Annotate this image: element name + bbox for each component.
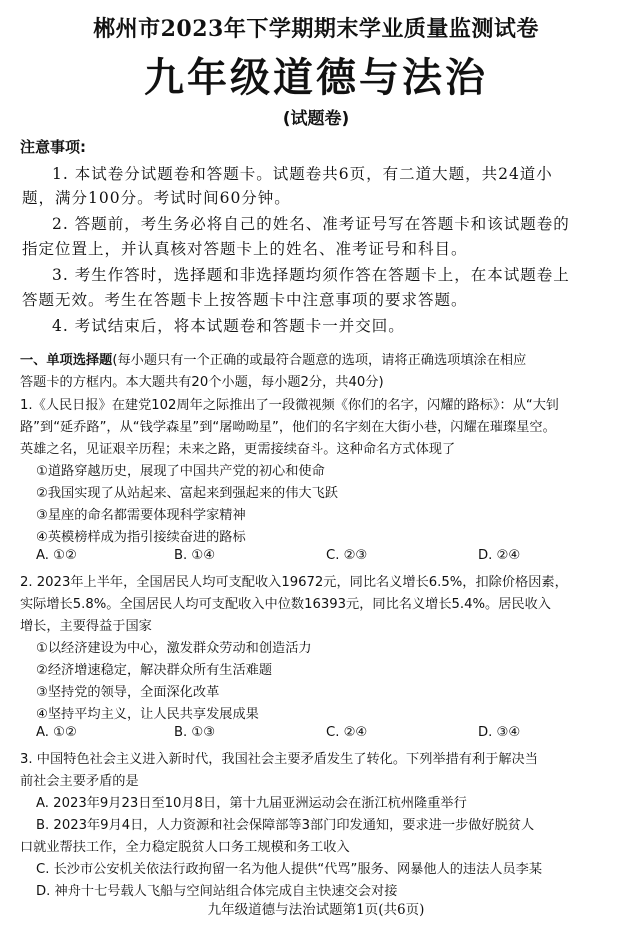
q2-stem: 2. 2023年上半年，全国居民人均可支配收入19672元，同比名义增长6.5%，扣除价格因素， [20, 575, 568, 590]
q1-option-a: A. ①② [36, 548, 77, 563]
q2-option-b: B. ①③ [174, 725, 216, 740]
q1-item: ③星座的命名都需要体现科学家精神 [36, 508, 246, 523]
paper-label: (试题卷) [282, 109, 350, 129]
notice-line: 题，满分100分。考试时间60分钟。 [22, 189, 291, 207]
q2-item: ④坚持平均主义，让人民共享发展成果 [36, 707, 259, 722]
notice-line: 2. 答题前，考生务必将自己的姓名、准考证号写在答题卡和该试题卷的 [52, 215, 570, 233]
section-desc: (每小题只有一个正确的或最符合题意的选项，请将正确选项填涂在相应 [112, 353, 527, 368]
q1-item: ④英模榜样成为指引接续奋进的路标 [36, 530, 246, 545]
page-footer: 九年级道德与法治试题第1页(共6页) [207, 902, 425, 918]
q3-stem: 3. 中国特色社会主义进入新时代，我国社会主要矛盾发生了转化。下列举措有利于解决当 [20, 752, 538, 767]
q1-stem: 路”到“延乔路”，从“钱学森星”到“屠呦呦星”，他们的名字刻在大街小巷，闪耀在璀璨星空。 [20, 420, 556, 435]
q1-item: ②我国实现了从站起来、富起来到强起来的伟大飞跃 [36, 486, 338, 501]
q3-choice-b-cont: 口就业帮扶工作，全力稳定脱贫人口务工规模和务工收入 [20, 840, 350, 855]
q2-stem: 实际增长5.8%。全国居民人均可支配收入中位数16393元，同比名义增长5.4%。居民收入 [20, 597, 551, 612]
notice-line: 指定位置上，并认真核对答题卡上的姓名、准考证号和科目。 [22, 240, 468, 258]
subject-title: 九年级道德与法治 [144, 55, 488, 101]
q3-choice-a: A. 2023年9月23日至10月8日，第十九届亚洲运动会在浙江杭州隆重举行 [36, 796, 467, 811]
q1-stem: 1.《人民日报》在建党102周年之际推出了一段微视频《你们的名字，闪耀的路标》：从“大钊 [20, 398, 560, 413]
q2-item: ②经济增速稳定，解决群众所有生活难题 [36, 663, 273, 678]
q2-option-c: C. ②④ [326, 725, 368, 740]
q1-item: ①道路穿越历史，展现了中国共产党的初心和使命 [36, 464, 325, 479]
q2-item: ③坚持党的领导，全面深化改革 [36, 685, 220, 700]
q2-stem: 增长，主要得益于国家 [20, 619, 152, 634]
q1-stem: 英雄之名，见证艰辛历程；未来之路，更需接续奋斗。这种命名方式体现了 [20, 442, 456, 457]
section-title: 一、单项选择题 [20, 353, 113, 368]
exam-title: 郴州市2023年下学期期末学业质量监测试卷 [93, 16, 539, 42]
notice-line: 1. 本试卷分试题卷和答题卡。试题卷共6页，有二道大题，共24道小 [52, 165, 553, 183]
q3-choice-c: C. 长沙市公安机关依法行政拘留一名为他人提供“代骂”服务、网暴他人的违法人员李某 [36, 862, 543, 877]
q1-option-c: C. ②③ [326, 548, 368, 563]
q1-option-d: D. ②④ [478, 548, 521, 563]
notice-line: 4. 考试结束后，将本试题卷和答题卡一并交回。 [52, 317, 405, 335]
q2-option-a: A. ①② [36, 725, 77, 740]
q2-item: ①以经济建设为中心，激发群众劳动和创造活力 [36, 641, 312, 656]
q3-stem: 前社会主要矛盾的是 [20, 774, 139, 789]
q3-choice-b: B. 2023年9月4日，人力资源和社会保障部等3部门印发通知，要求进一步做好脱贫人 [36, 818, 535, 833]
notice-heading: 注意事项: [20, 138, 86, 156]
q1-option-b: B. ①④ [174, 548, 216, 563]
notice-line: 答题无效。考生在答题卡上按答题卡中注意事项的要求答题。 [22, 291, 468, 309]
notice-line: 3. 考生作答时，选择题和非选择题均须作答在答题卡上，在本试题卷上 [52, 266, 570, 284]
q3-choice-d: D. 神舟十七号载人飞船与空间站组合体完成自主快速交会对接 [36, 884, 398, 899]
q2-option-d: D. ③④ [478, 725, 521, 740]
section-desc-2: 答题卡的方框内。本大题共有20个小题，每小题2分，共40分) [20, 375, 384, 390]
